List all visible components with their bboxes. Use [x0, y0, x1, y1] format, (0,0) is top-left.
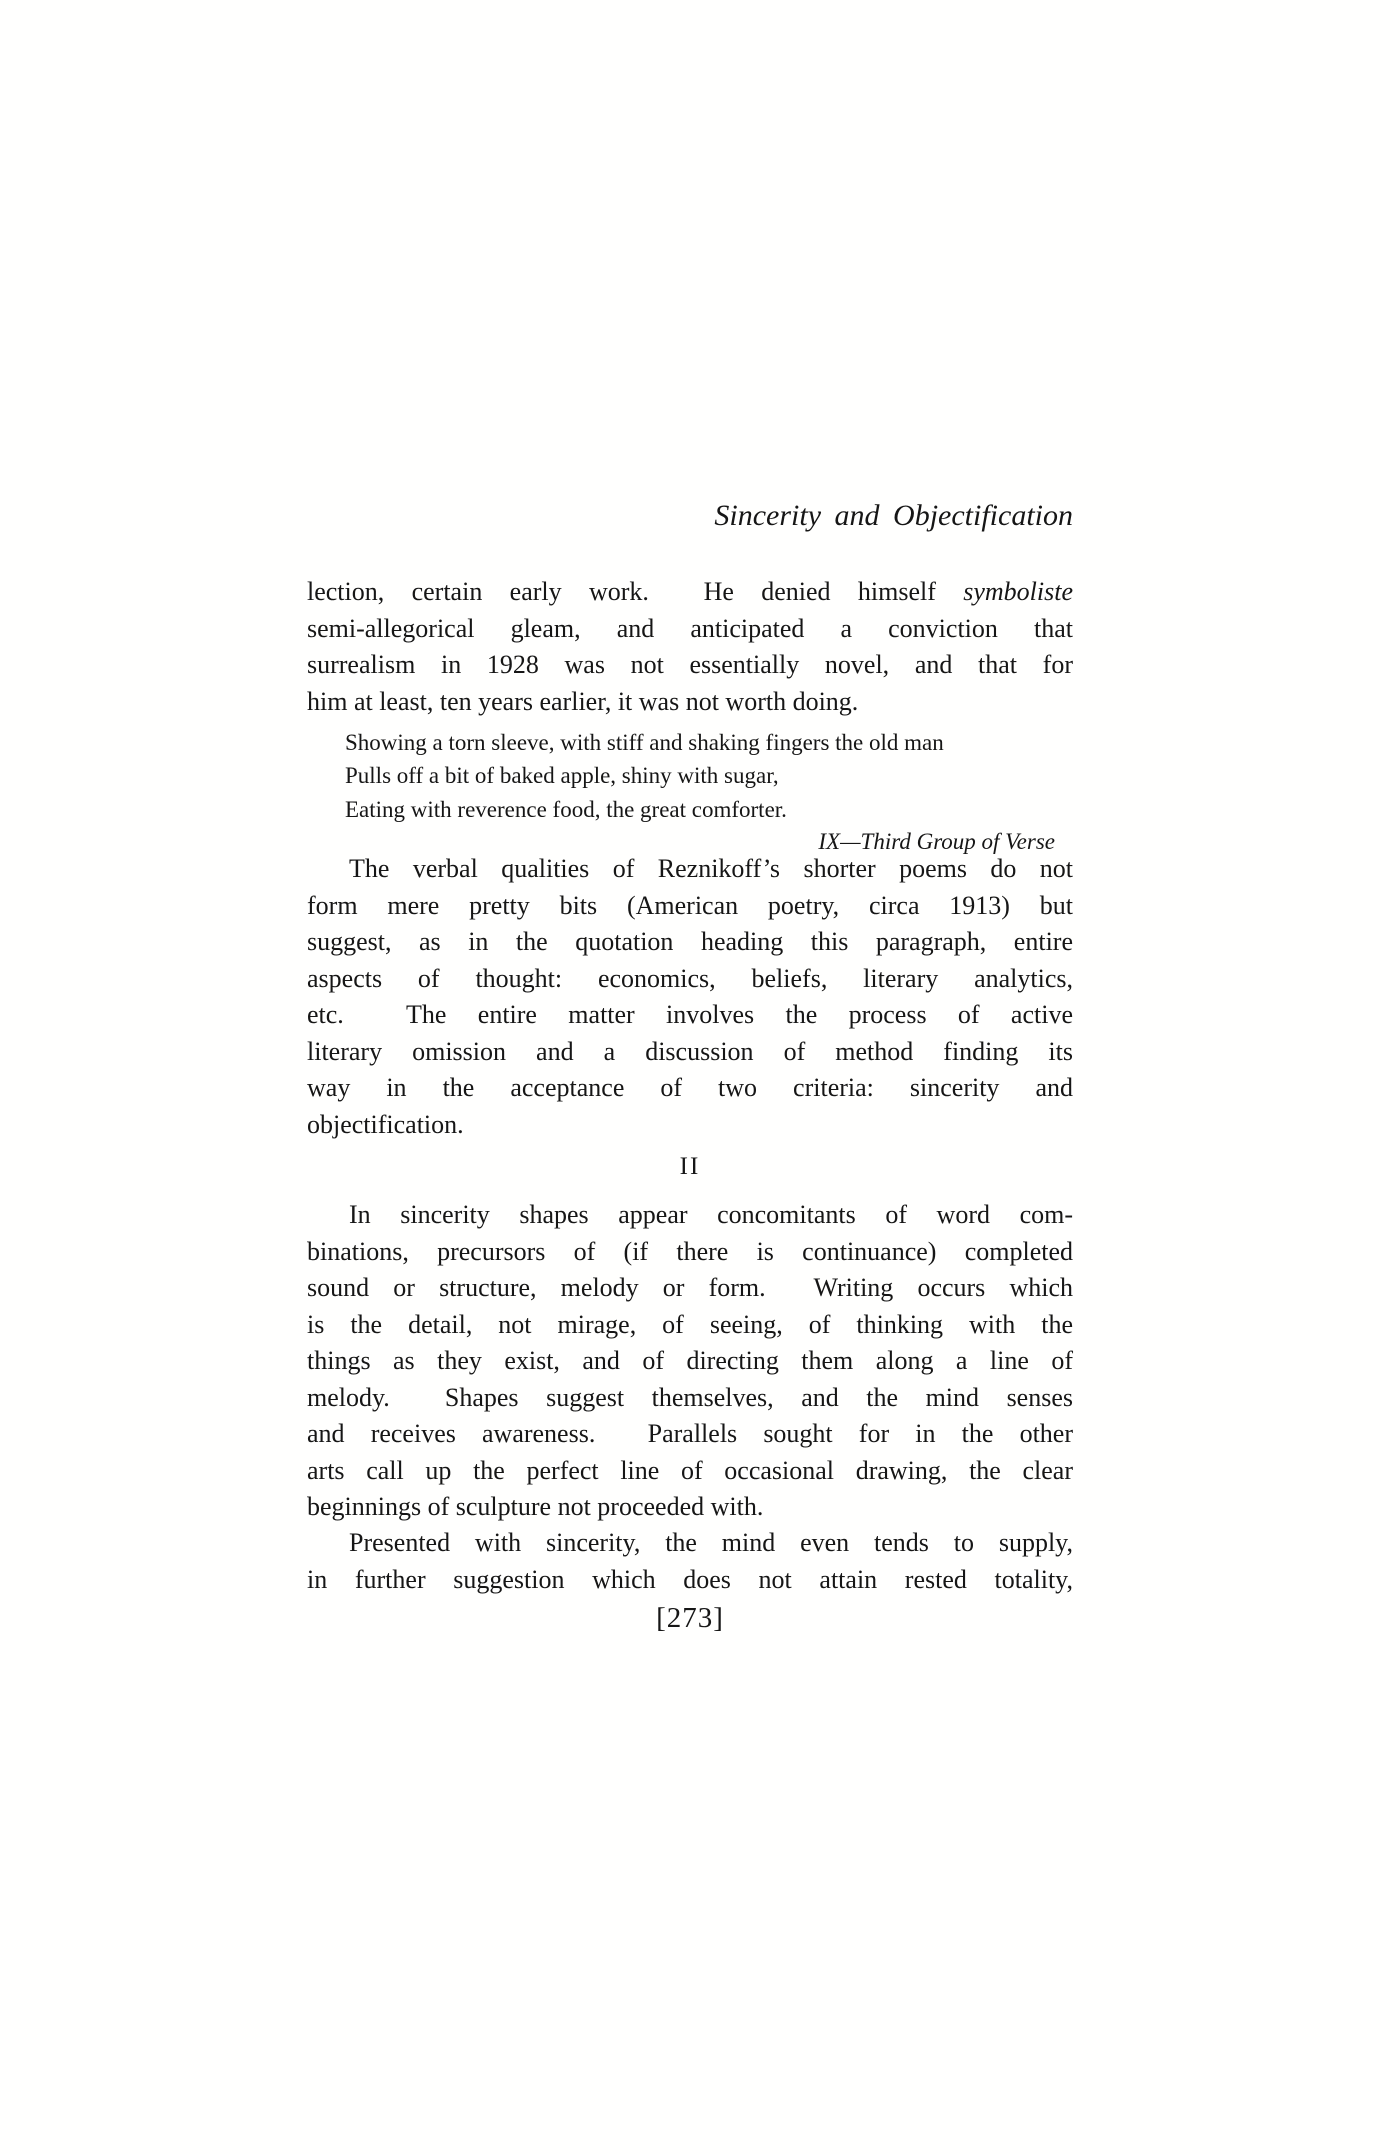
- text-line: The verbal qualities of Reznikoff’s shorter poems do not: [349, 854, 1073, 883]
- verse-line: Pulls off a bit of baked apple, shiny with sugar,: [345, 763, 779, 789]
- verse-line: Eating with reverence food, the great comforter.: [345, 796, 787, 822]
- text-line: melody. Shapes suggest themselves, and the mind senses: [307, 1382, 1073, 1412]
- text-line: form mere pretty bits (American poetry, circa 1913) but: [307, 890, 1073, 920]
- text-run: lection, certain early work. He denied himself: [307, 577, 964, 606]
- text-line: in further suggestion which does not attain rested totality,: [307, 1564, 1073, 1594]
- text-line: him at least, ten years earlier, it was not worth doing.: [307, 686, 859, 716]
- text-line: and receives awareness. Parallels sought for in the other: [307, 1419, 1073, 1448]
- text-line: sound or structure, melody or form. Writing occurs which: [307, 1273, 1073, 1302]
- text-line: is the detail, not mirage, of seeing, of thinking with the: [307, 1309, 1073, 1339]
- text-line: suggest, as in the quotation heading this paragraph, entire: [307, 927, 1073, 956]
- page-number: [273]: [656, 1602, 724, 1634]
- text-line: [307, 574, 1073, 611]
- text-line: surrealism in 1928 was not essentially novel, and that for: [307, 650, 1073, 679]
- text-line: beginnings of sculpture not proceeded with.: [307, 1492, 764, 1521]
- text-line: binations, precursors of (if there is continuance) completed: [307, 1236, 1073, 1266]
- verse-line: Showing a torn sleeve, with stiff and shaking fingers the old man: [345, 730, 944, 755]
- text-line: arts call up the perfect line of occasional drawing, the clear: [307, 1455, 1073, 1485]
- text-line: literary omission and a discussion of method finding its: [307, 1036, 1073, 1066]
- text-line: things as they exist, and of directing them along a line of: [307, 1346, 1073, 1375]
- paragraph-1: [307, 574, 1073, 720]
- text-line: In sincerity shapes appear concomitants of word com-: [349, 1200, 1073, 1229]
- text-line: way in the acceptance of two criteria: sincerity and: [307, 1073, 1073, 1102]
- section-number: II: [679, 1153, 701, 1180]
- text-line: etc. The entire matter involves the process of active: [307, 1000, 1073, 1029]
- italic-text-run: symboliste: [963, 577, 1073, 606]
- running-header: Sincerity and Objectification: [714, 499, 1073, 532]
- verse-attribution: IX—Third Group of Verse: [818, 829, 1055, 854]
- paragraph-4: [307, 1525, 1073, 1598]
- text-line: aspects of thought: economics, beliefs, literary analytics,: [307, 963, 1073, 993]
- text-line: objectification.: [307, 1109, 464, 1139]
- paragraph-3: [307, 1197, 1073, 1526]
- verse-quote: [307, 726, 1073, 826]
- text-line: Presented with sincerity, the mind even tends to supply,: [349, 1528, 1073, 1557]
- paragraph-2: [307, 851, 1073, 1143]
- text-line: semi-allegorical gleam, and anticipated a conviction that: [307, 613, 1073, 643]
